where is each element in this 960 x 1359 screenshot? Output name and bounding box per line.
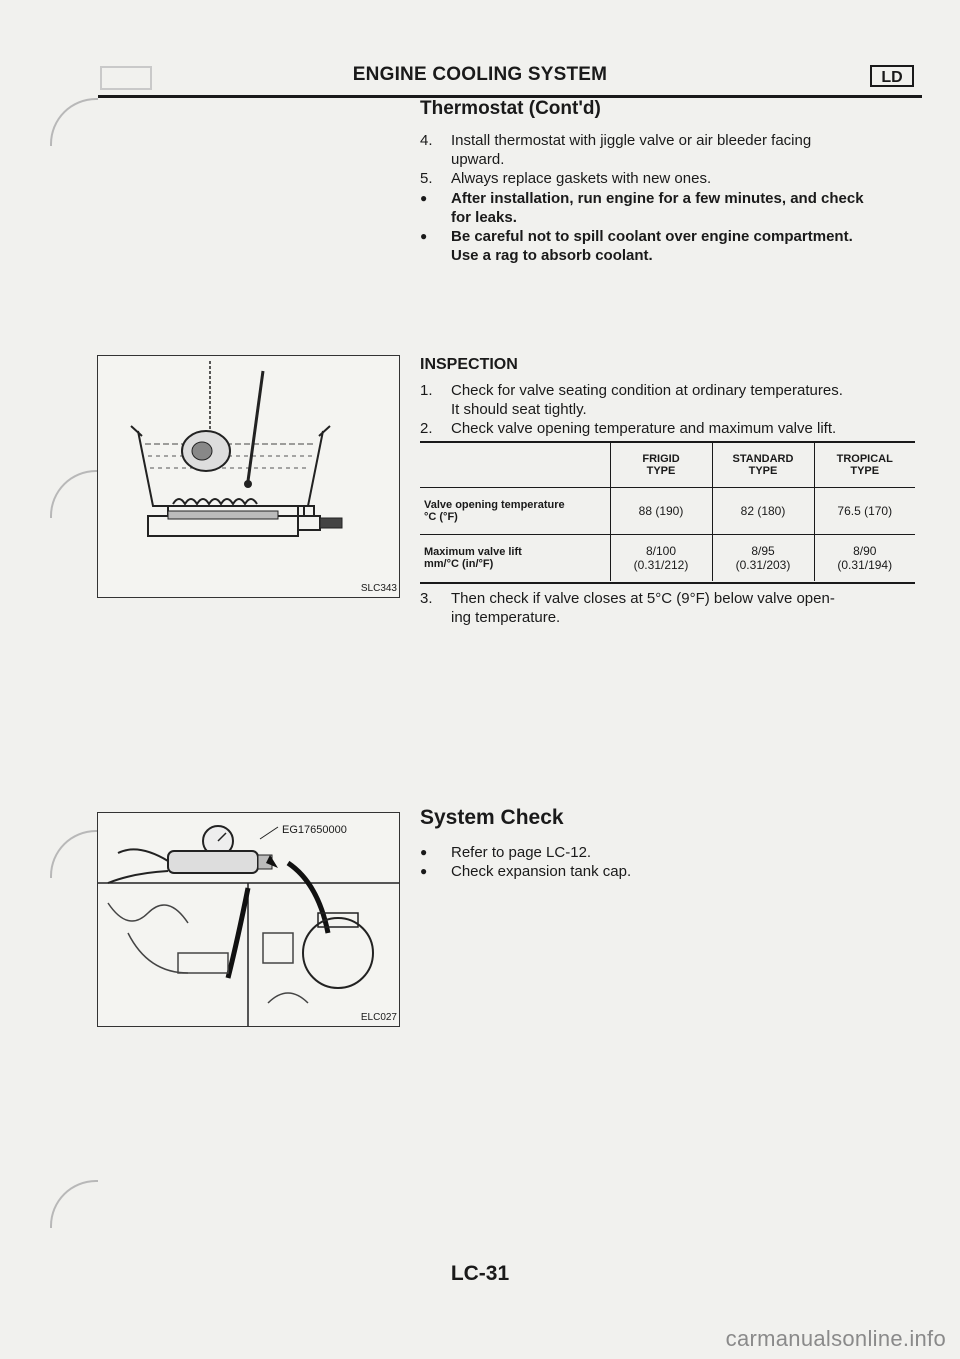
figure-thermostat-water-bath (97, 355, 400, 598)
install-step-4 (420, 131, 920, 169)
row-label-line: Maximum valve lift (424, 546, 522, 558)
header-title: ENGINE COOLING SYSTEM (352, 64, 608, 85)
page-number: LC-31 (450, 1262, 510, 1285)
binder-hole-mark (50, 98, 98, 146)
table-cell (712, 535, 814, 582)
table-cell (712, 488, 814, 535)
cell-value: (0.31/212) (633, 558, 689, 572)
row-label-line: mm/°C (in/°F) (424, 558, 494, 570)
header-right-badge: LD (870, 65, 914, 87)
step-text-line: Always replace gaskets with new ones. (451, 170, 712, 187)
column-header-line: FRIGID (642, 453, 680, 465)
system-check-item-1 (420, 843, 920, 862)
tool-number-label: EG17650000 (282, 824, 347, 836)
figure-code: ELC027 (360, 1012, 397, 1023)
column-header-standard (712, 443, 814, 488)
table-cell (814, 488, 915, 535)
bullet-dot: ● (420, 191, 428, 205)
table-cell (610, 535, 712, 582)
step-text-line: Check for valve seating condition at ordinary temperatures. (451, 382, 843, 399)
section-title: Thermostat (Cont'd) (420, 98, 601, 119)
row-label (420, 488, 610, 535)
item-text: Check expansion tank cap. (451, 863, 632, 880)
column-header-tropical (814, 443, 915, 488)
item-text: Refer to page LC-12. (451, 844, 592, 861)
bullet-dot: ● (420, 229, 428, 243)
table-corner-cell (420, 443, 610, 488)
figure-radiator-cap-tester (97, 812, 400, 1027)
note-text-line: After installation, run engine for a few minutes, and check (451, 190, 864, 207)
figure-code: SLC343 (360, 583, 397, 594)
table-row-opening-temperature (420, 488, 915, 535)
inspection-step-2 (420, 419, 920, 438)
cap-tester-illustration (98, 813, 399, 1026)
step-text-line: Then check if valve closes at 5°C (9°F) below valve open- (451, 590, 835, 607)
step-number: 4. (420, 132, 433, 149)
thermostat-spec-table (420, 443, 915, 581)
cell-value: 76.5 (170) (837, 504, 893, 518)
bullet-dot: ● (420, 845, 428, 859)
table-cell (610, 488, 712, 535)
row-label-line: Valve opening temperature (424, 499, 565, 511)
column-header-line: STANDARD (732, 453, 794, 465)
step-number: 1. (420, 382, 433, 399)
inspection-step-1 (420, 381, 920, 419)
install-note-1 (420, 189, 920, 227)
step-text-line: Check valve opening temperature and maximum valve lift. (451, 420, 837, 437)
step-text-line: Install thermostat with jiggle valve or air bleeder facing (451, 132, 812, 149)
column-header-line: TROPICAL (836, 453, 893, 465)
binder-hole-mark (50, 830, 98, 878)
cell-value: 8/100 (645, 544, 677, 558)
table-header-row (420, 443, 915, 488)
column-header-line: TYPE (646, 465, 676, 477)
column-header-line: TYPE (748, 465, 778, 477)
inspection-step-3 (420, 589, 920, 627)
bullet-dot: ● (420, 864, 428, 878)
cell-value: 8/90 (853, 544, 877, 558)
note-text-line: Use a rag to absorb coolant. (451, 247, 653, 264)
cell-value: (0.31/203) (735, 558, 791, 572)
system-check-heading: System Check (420, 806, 564, 829)
row-label (420, 535, 610, 582)
thermostat-bath-illustration (98, 356, 399, 597)
inspection-heading: INSPECTION (420, 356, 518, 373)
step-text-line: ing temperature. (451, 609, 561, 626)
system-check-item-2 (420, 862, 920, 881)
binder-hole-mark (50, 1180, 98, 1228)
note-text-line: Be careful not to spill coolant over engine compartment. (451, 228, 853, 245)
cell-value: (0.31/194) (837, 558, 893, 572)
watermark: carmanualsonline.info (725, 1326, 946, 1351)
row-label-line: °C (°F) (424, 511, 458, 523)
binder-hole-mark (50, 470, 98, 518)
install-note-2 (420, 227, 920, 265)
step-number: 5. (420, 170, 433, 187)
table-row-maximum-lift (420, 535, 915, 582)
step-text-line: It should seat tightly. (451, 401, 587, 418)
cell-value: 8/95 (751, 544, 775, 558)
step-number: 3. (420, 590, 433, 607)
column-header-line: TYPE (850, 465, 880, 477)
cell-value: 82 (180) (740, 504, 786, 518)
table-cell (814, 535, 915, 582)
note-text-line: for leaks. (451, 209, 517, 226)
step-number: 2. (420, 420, 433, 437)
install-step-5 (420, 169, 920, 188)
step-text-line: upward. (451, 151, 505, 168)
column-header-frigid (610, 443, 712, 488)
table-bottom-rule (420, 582, 915, 584)
cell-value: 88 (190) (638, 504, 684, 518)
